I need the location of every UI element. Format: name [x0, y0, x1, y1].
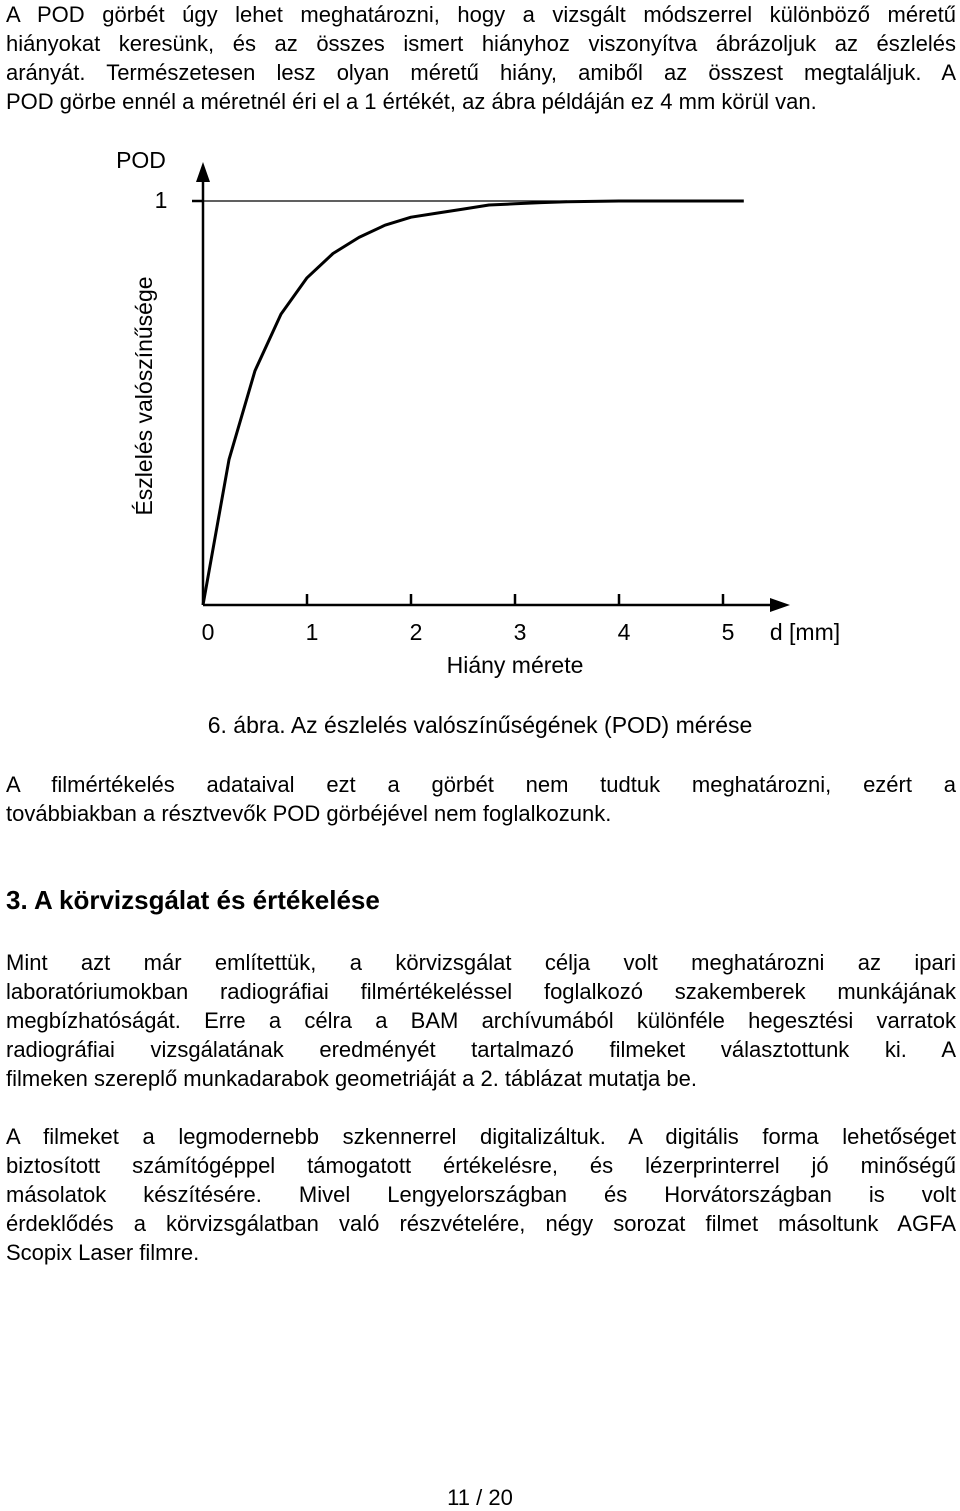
paragraph-line: továbbiakban a résztvevők POD görbéjével nem foglalkozunk.	[6, 801, 612, 826]
paragraph-line: laboratóriumokban radiográfiai filmértékeléssel foglalkozó szakemberek munkájának	[6, 979, 956, 1004]
intro-line: POD görbe ennél a méretnél éri el a 1 értékét, az ábra példáján ez 4 mm körül van.	[6, 89, 817, 114]
x-tick-label: 2	[409, 619, 423, 645]
y-axis-top-label: POD	[116, 147, 166, 173]
paragraph-line: Mint azt már említettük, a körvizsgálat célja volt meghatározni az ipari	[6, 950, 956, 975]
paragraph-line: A filmértékelés adataival ezt a görbét nem tudtuk meghatározni, ezért a	[6, 772, 956, 797]
paragraph-line: A filmeket a legmodernebb szkennerrel digitalizáltuk. A digitális forma lehetőséget	[6, 1124, 956, 1149]
paragraph-2	[6, 770, 956, 828]
y-axis-label: Észlelés valószínűsége	[131, 276, 157, 516]
paragraph-line: biztosított számítógéppel támogatott értékelésre, és lézerprinterrel jó minőségű	[6, 1153, 956, 1178]
paragraph-line: megbízhatóságát. Erre a célra a BAM archívumából különféle hegesztési varratok	[6, 1008, 956, 1033]
x-ticks	[202, 594, 735, 645]
intro-line: A POD görbét úgy lehet meghatározni, hogy a vizsgált módszerrel különböző méretű	[6, 2, 956, 27]
paragraph-line: Scopix Laser filmre.	[6, 1240, 200, 1265]
intro-paragraph	[6, 0, 956, 116]
y-axis-arrow	[196, 162, 210, 182]
paragraph-3	[6, 948, 956, 1093]
intro-line: arányát. Természetesen lesz olyan méretű hiány, amiből az összest megtaláljuk. A	[6, 60, 956, 85]
figure-caption: 6. ábra. Az észlelés valószínűségének (POD) mérése	[207, 712, 753, 738]
intro-line: hiányokat keresünk, és az összes ismert hiányhoz viszonyítva ábrázoljuk az észlelés	[6, 31, 956, 56]
y-tick-label: 1	[154, 187, 168, 213]
section-heading: 3. A körvizsgálat és értékelése	[6, 885, 380, 915]
x-tick-label: 4	[617, 619, 631, 645]
x-axis-arrow	[770, 598, 790, 612]
x-tick-label: 0	[201, 619, 215, 645]
paragraph-line: másolatok készítésére. Mivel Lengyelországban és Horvátországban is volt	[6, 1182, 956, 1207]
page-number: 11 / 20	[447, 1485, 513, 1510]
x-unit-label: d [mm]	[769, 619, 841, 645]
paragraph-line: érdeklődés a körvizsgálatban való részvételére, négy sorozat filmet másoltunk AGFA	[6, 1211, 956, 1236]
x-tick-label: 3	[513, 619, 527, 645]
paragraph-line: radiográfiai vizsgálatának eredményét tartalmazó filmeket választottunk ki. A	[6, 1037, 956, 1062]
paragraph-4	[6, 1122, 956, 1267]
pod-chart	[0, 140, 960, 700]
x-tick-label: 5	[721, 619, 735, 645]
x-axis-label: Hiány mérete	[446, 652, 584, 678]
paragraph-line: filmeken szereplő munkadarabok geometriáját a 2. táblázat mutatja be.	[6, 1066, 697, 1091]
x-tick-label: 1	[305, 619, 319, 645]
pod-curve	[203, 201, 744, 605]
